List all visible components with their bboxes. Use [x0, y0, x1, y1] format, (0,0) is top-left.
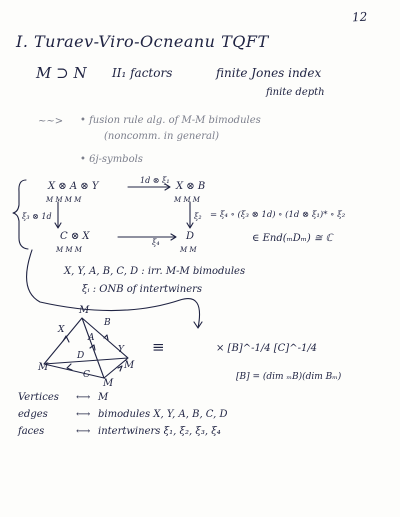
page-title: I. Turaev-Viro-Ocneanu TQFT	[16, 32, 269, 51]
equivalence-symbol: ≡	[152, 338, 165, 356]
diagram-top-arrow-label: 1d ⊗ ξ₁	[140, 176, 170, 185]
diagram-top-right: X ⊗ B	[176, 181, 206, 192]
intertwiner-definition: ξᵢ : ONB of intertwiners	[82, 284, 203, 295]
tetra-vertex-right: M	[124, 360, 135, 371]
endomorphism-relation: ∈ End(ₘDₘ) ≅ ℂ	[252, 233, 333, 244]
tetra-arrow-4	[118, 366, 122, 371]
curved-pointer-arrow	[27, 250, 202, 328]
tetra-vertex-bottom: M	[103, 378, 114, 389]
diagram-top-left-subscripts: M M M M	[46, 196, 82, 204]
inclusion-pair: M ⊃ N	[36, 64, 87, 82]
tetra-edge-a: A	[88, 333, 95, 343]
top-arrow	[128, 184, 170, 190]
left-arrow	[55, 202, 61, 228]
fusion-rule-line: • fusion rule alg. of M-M bimodules	[80, 115, 261, 126]
diagram-left-arrow-label: ξ₃ ⊗ 1d	[22, 212, 52, 221]
tetra-edge-b: B	[104, 318, 111, 328]
tetra-arrow-1	[63, 336, 69, 342]
tetra-edge-x: X	[58, 325, 65, 335]
diagram-brace	[13, 180, 28, 249]
noncommutative-note: (noncomm. in general)	[104, 131, 220, 142]
jones-index-label: finite Jones index	[216, 66, 322, 80]
right-arrow	[187, 202, 193, 228]
correspondence-faces-left: faces	[18, 426, 45, 437]
tetra-edge-y: Y	[118, 345, 124, 355]
correspondence-vertices-left: Vertices	[18, 392, 59, 403]
correspondence-faces-arrow: ⟷	[76, 426, 91, 437]
weight-definition: [B] = (dim ₘB)(dim Bₘ)	[236, 372, 342, 382]
weight-expression: × [B]^-1/4 [C]^-1/4	[216, 343, 318, 354]
correspondence-vertices-arrow: ⟷	[76, 392, 91, 403]
diagram-formula: = ξ₄ ∘ (ξ₃ ⊗ 1d) ∘ (1d ⊗ ξ₁)* ∘ ξ₂	[210, 210, 346, 220]
diagram-bottom-left: C ⊗ X	[60, 231, 90, 242]
diagram-top-right-subscripts: M M M	[174, 196, 200, 204]
tetra-vertex-left: M	[38, 362, 49, 373]
diagram-top-left: X ⊗ A ⊗ Y	[48, 181, 99, 192]
tetra-edge-d: D	[77, 351, 85, 361]
page-number: 12	[351, 9, 368, 25]
diagram-bottom-arrow-label: ξ₄	[152, 238, 160, 247]
diagram-bottom-left-subscripts: M M M	[56, 246, 82, 254]
depth-label: finite depth	[266, 87, 325, 98]
factors-label: II₁ factors	[112, 66, 173, 80]
correspondence-edges-right: bimodules X, Y, A, B, C, D	[98, 409, 228, 420]
correspondence-faces-right: intertwiners ξ₁, ξ₂, ξ₃, ξ₄	[98, 426, 221, 437]
diagram-bottom-right: D	[186, 231, 195, 242]
diagram-right-arrow-label: ξ₂	[194, 212, 202, 221]
tetra-edge-c: C	[83, 370, 90, 380]
tetrahedron-edges	[44, 318, 128, 378]
squiggle-arrow: ~~>	[38, 116, 64, 127]
correspondence-vertices-right: M	[98, 392, 109, 403]
diagram-bottom-right-subscripts: M M	[180, 246, 197, 254]
bottom-arrow	[118, 234, 176, 240]
correspondence-edges-left: edges	[18, 409, 48, 420]
tetra-vertex-top: M	[79, 305, 90, 316]
correspondence-edges-arrow: ⟷	[76, 409, 91, 420]
bimodule-definition: X, Y, A, B, C, D : irr. M-M bimodules	[64, 266, 246, 277]
six-j-symbols-line: • 6j-symbols	[80, 154, 143, 165]
